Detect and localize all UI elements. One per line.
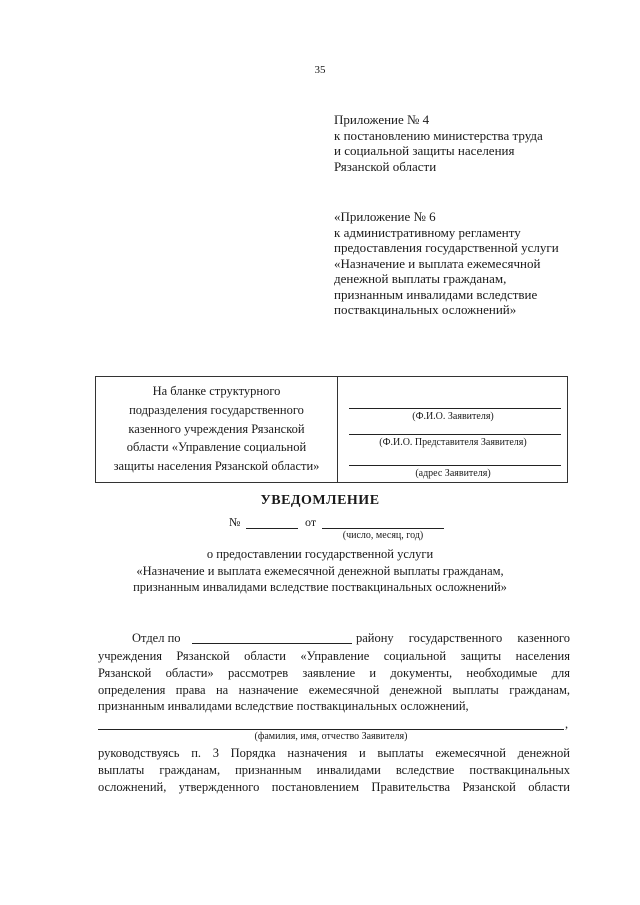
appendix-6-block — [334, 209, 559, 318]
date-caption: (число, месяц, год) — [342, 530, 424, 541]
appendix-4-block — [334, 112, 543, 174]
paragraph-line: Рязанской области» рассмотрев заявление и документы, необходимые для — [98, 665, 570, 680]
letterhead-line: защиты населения Рязанской области» — [113, 459, 320, 474]
letterhead-line: области «Управление социальной — [126, 440, 307, 455]
appendix-6-line: денежной выплаты гражданам, — [334, 271, 507, 286]
appendix-4-line: Приложение № 4 — [334, 112, 430, 127]
applicant-fio-line — [98, 729, 564, 730]
date-line — [322, 528, 444, 529]
paragraph-review — [98, 648, 570, 715]
number-line — [246, 528, 298, 529]
number-label: № — [229, 515, 241, 529]
applicant-name-line — [349, 408, 561, 409]
letterhead-line: На бланке структурного — [152, 384, 281, 398]
appendix-4-line: и социальной защиты населения — [334, 143, 515, 158]
district-line — [192, 643, 352, 644]
applicant-address-line — [349, 465, 561, 466]
appendix-6-line: «Назначение и выплата ежемесячной — [334, 255, 541, 271]
header-table — [95, 376, 568, 483]
applicant-name-caption: (Ф.И.О. Заявителя) — [412, 411, 494, 422]
paragraph-line: руководствуясь п. 3 Порядка назначения и выплаты ежемесячной денежной — [98, 746, 570, 760]
appendix-6-line: поствакцинальных осложнений» — [334, 302, 517, 317]
appendix-6-line: «Приложение № 6 — [334, 209, 436, 224]
appendix-4-line: Рязанской области — [334, 158, 437, 174]
appendix-6-line: предоставления государственной услуги — [334, 240, 559, 255]
appendix-6-line: к административному регламенту — [334, 224, 521, 240]
applicant-address-caption: (адрес Заявителя) — [415, 468, 491, 479]
paragraph-line: определения права на назначение ежемесячной денежной выплаты гражданам, — [98, 682, 570, 697]
paragraph-line: выплаты гражданам, признанным инвалидами вследствие поствакцинальных — [98, 762, 570, 777]
page-number: 35 — [314, 64, 326, 76]
paragraph-line: учреждения Рязанской области «Управление социальной защиты населения — [98, 649, 570, 663]
service-line: «Назначение и выплата ежемесячной денежной выплаты гражданам, — [136, 563, 504, 578]
representative-name-line — [349, 434, 561, 435]
representative-name-caption: (Ф.И.О. Представителя Заявителя) — [379, 437, 527, 448]
department-after-blank: району государственного казенного — [356, 631, 570, 645]
appendix-4-line: к постановлению министерства труда — [334, 127, 543, 143]
letterhead-line: подразделения государственного — [129, 402, 304, 417]
department-label: Отдел по — [132, 631, 181, 645]
document-title: УВЕДОМЛЕНИЕ — [260, 493, 380, 508]
applicant-fio-caption: (фамилия, имя, отчество Заявителя) — [254, 731, 408, 742]
paragraph-line: признанным инвалидами вследствие поствакцинальных осложнений, — [98, 699, 469, 714]
date-from-label: от — [305, 515, 317, 529]
applicant-fio-comma: , — [565, 717, 569, 731]
paragraph-line: осложнений, утвержденного постановлением Правительства Рязанской области — [98, 779, 570, 794]
appendix-6-line: признанным инвалидами вследствие — [334, 286, 538, 302]
service-line: признанным инвалидами вследствие поствакцинальных осложнений» — [133, 580, 507, 594]
service-block — [0, 546, 640, 596]
service-line: о предоставлении государственной услуги — [206, 547, 434, 561]
letterhead-line: казенного учреждения Рязанской — [128, 421, 305, 436]
letterhead-cell — [96, 377, 338, 482]
paragraph-guided — [98, 745, 570, 795]
